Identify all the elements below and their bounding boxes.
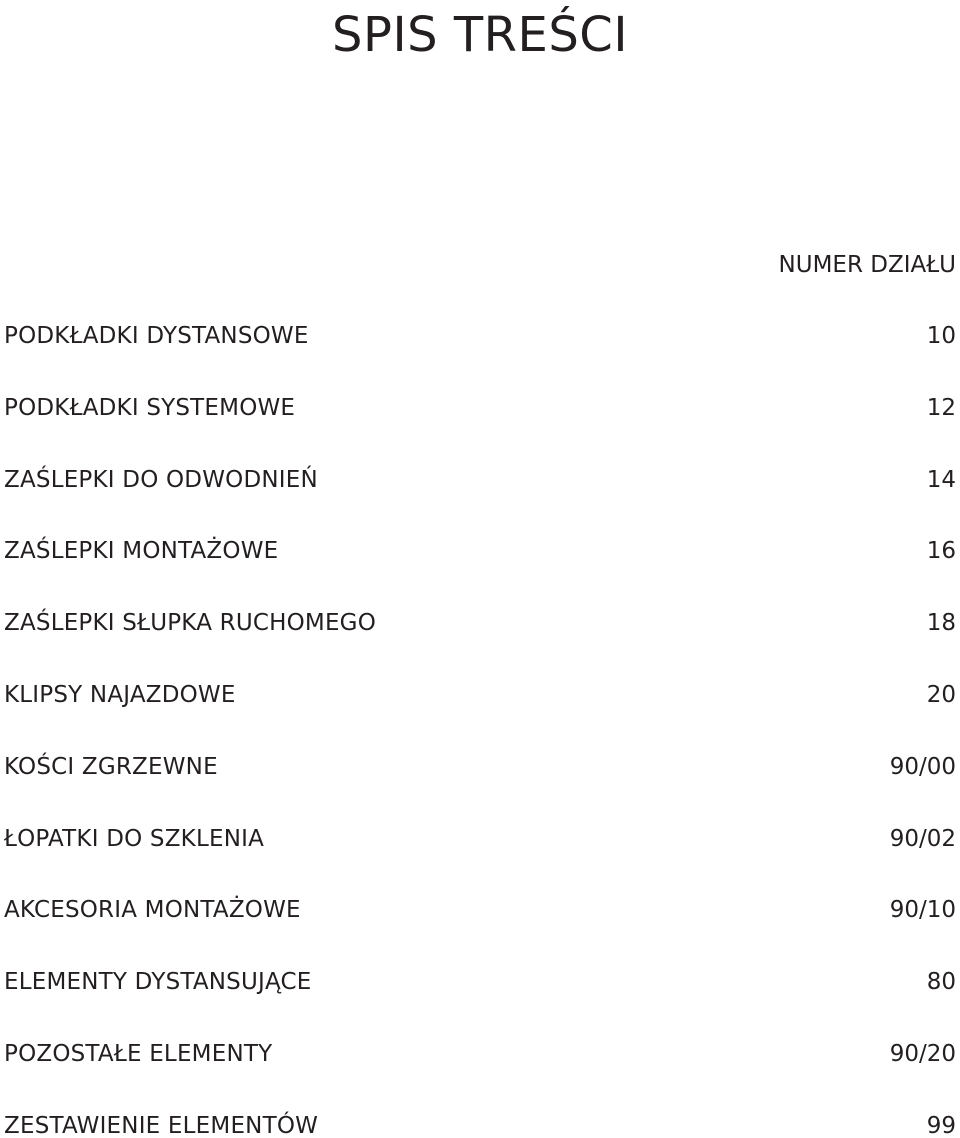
toc-row[interactable] bbox=[4, 321, 956, 393]
toc-row[interactable] bbox=[4, 680, 956, 752]
toc-entry-number: 90/00 bbox=[889, 753, 956, 780]
toc-row[interactable] bbox=[4, 465, 956, 537]
toc-entry-number: 12 bbox=[926, 394, 956, 421]
toc-entry-number: 90/02 bbox=[889, 825, 956, 852]
toc-row[interactable] bbox=[4, 1039, 956, 1111]
toc-entry-number: 20 bbox=[926, 681, 956, 708]
column-header-section-number: NUMER DZIAŁU bbox=[778, 252, 956, 278]
toc-entry-number: 16 bbox=[926, 538, 956, 565]
toc-row[interactable] bbox=[4, 536, 956, 608]
toc-entry-number: 99 bbox=[926, 1112, 956, 1138]
toc-row[interactable] bbox=[4, 895, 956, 967]
toc-entry-name: ZESTAWIENIE ELEMENTÓW bbox=[4, 1112, 319, 1138]
toc-entry-name: POZOSTAŁE ELEMENTY bbox=[4, 1040, 273, 1067]
toc-entry-name: KLIPSY NAJAZDOWE bbox=[4, 681, 236, 708]
toc-row[interactable] bbox=[4, 824, 956, 896]
toc-entry-name: ZAŚLEPKI MONTAŻOWE bbox=[4, 538, 279, 565]
toc-entry-name: ZAŚLEPKI SŁUPKA RUCHOMEGO bbox=[4, 610, 377, 637]
toc-entry-number: 90/10 bbox=[889, 897, 956, 924]
toc-entry-name: ZAŚLEPKI DO ODWODNIEŃ bbox=[4, 466, 318, 493]
toc-entry-number: 18 bbox=[926, 610, 956, 637]
toc-entry-number: 90/20 bbox=[889, 1040, 956, 1067]
toc-entry-number: 14 bbox=[926, 466, 956, 493]
toc-entry-name: AKCESORIA MONTAŻOWE bbox=[4, 897, 301, 924]
toc-entry-name: ŁOPATKI DO SZKLENIA bbox=[4, 825, 265, 852]
toc-entry-name: ELEMENTY DYSTANSUJĄCE bbox=[4, 969, 312, 996]
toc-entry-name: PODKŁADKI DYSTANSOWE bbox=[4, 323, 309, 349]
toc-row[interactable] bbox=[4, 608, 956, 680]
toc-row[interactable] bbox=[4, 967, 956, 1039]
toc-entry-name: PODKŁADKI SYSTEMOWE bbox=[4, 394, 296, 421]
page-title: SPIS TREŚCI bbox=[332, 7, 628, 63]
toc-row[interactable] bbox=[4, 752, 956, 824]
toc-entry-number: 80 bbox=[926, 969, 956, 996]
toc-entry-number: 10 bbox=[926, 323, 956, 349]
toc-entry-name: KOŚCI ZGRZEWNE bbox=[4, 753, 218, 780]
toc-row[interactable] bbox=[4, 393, 956, 465]
toc-row[interactable] bbox=[4, 1111, 956, 1138]
table-of-contents bbox=[4, 321, 956, 1138]
